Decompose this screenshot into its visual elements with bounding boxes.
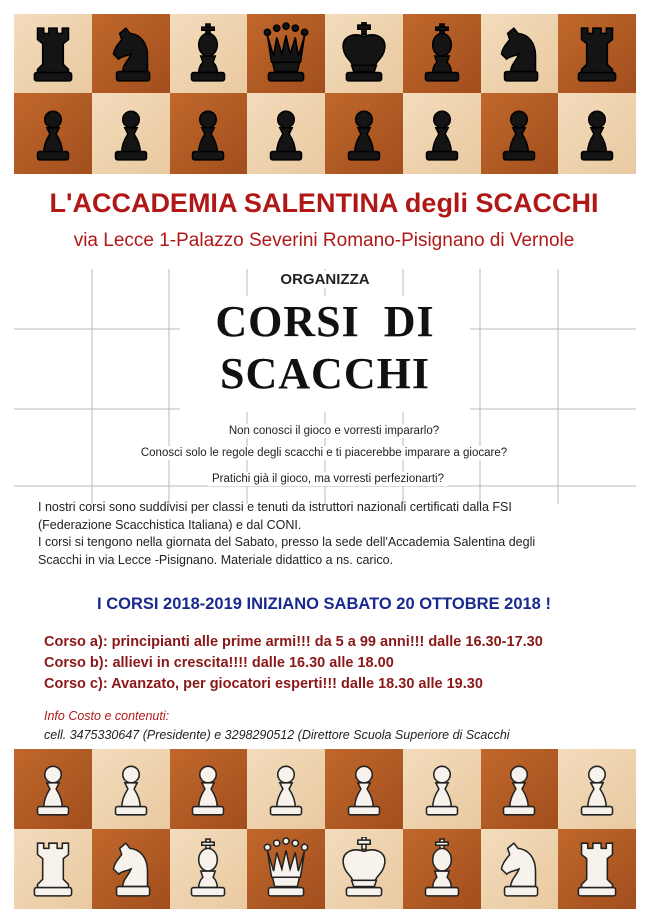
- course-description: [38, 499, 628, 569]
- bishop-icon: [416, 837, 468, 901]
- course-c: Corso c): Avanzato, per giocatori esperti!!! dalle 18.30 alle 19.30: [44, 676, 483, 692]
- course-list: [44, 632, 634, 695]
- organizza-label: ORGANIZZA: [265, 271, 385, 288]
- question-3: [4, 473, 648, 485]
- pawn-icon: [493, 102, 545, 166]
- queen-icon: [260, 837, 312, 901]
- pawn-icon: [182, 102, 234, 166]
- board-square: [92, 829, 170, 909]
- pawn-icon: [493, 757, 545, 821]
- bishop-icon: [182, 22, 234, 86]
- board-square: [92, 93, 170, 174]
- description-line: Scacchi in via Lecce -Pisignano. Materiale didattico a ns. carico.: [38, 552, 394, 567]
- board-square: [558, 14, 636, 93]
- question-2-text: Conosci solo le regole degli scacchi e ti piacerebbe imparare a giocare?: [137, 446, 511, 460]
- bishop-icon: [416, 22, 468, 86]
- course-b: Corso b): allievi in crescita!!!! dalle 16.30 alle 18.00: [44, 655, 394, 671]
- pawn-icon: [27, 102, 79, 166]
- board-square: [481, 829, 559, 909]
- board-square: [170, 14, 248, 93]
- board-square: [247, 749, 325, 829]
- board-square: [403, 93, 481, 174]
- board-square: [403, 749, 481, 829]
- board-square: [403, 829, 481, 909]
- board-square: [558, 749, 636, 829]
- start-date-headline: I CORSI 2018-2019 INIZIANO SABATO 20 OTTOBRE 2018 !: [97, 595, 551, 613]
- rook-icon: [571, 837, 623, 901]
- board-square: [325, 93, 403, 174]
- pawn-icon: [338, 102, 390, 166]
- board-square: [170, 749, 248, 829]
- course-a: Corso a): principianti alle prime armi!!! da 5 a 99 anni!!! dalle 16.30-17.30: [44, 634, 543, 650]
- board-square: [481, 749, 559, 829]
- board-square: [247, 829, 325, 909]
- description-line: I nostri corsi sono suddivisi per classi e tenuti da istruttori nazionali certificati dalla FSI: [38, 500, 512, 514]
- knight-icon: [493, 22, 545, 86]
- board-square: [558, 829, 636, 909]
- board-square: [92, 14, 170, 93]
- question-1-text: Non conosci il gioco e vorresti impararlo?: [225, 424, 443, 438]
- pawn-icon: [571, 102, 623, 166]
- contact-phones: cell. 3475330647 (Presidente) e 3298290512 (Direttore Scuola Superiore di Scacchi: [44, 728, 510, 742]
- board-square: [558, 93, 636, 174]
- king-icon: [338, 22, 390, 86]
- board-square: [247, 93, 325, 174]
- knight-icon: [105, 837, 157, 901]
- contact-info: [44, 707, 634, 745]
- pawn-icon: [416, 757, 468, 821]
- description-line: I corsi si tengono nella giornata del Sabato, presso la sede dell'Accademia Salentina degli: [38, 535, 536, 549]
- question-1: [10, 425, 648, 437]
- academy-address: via Lecce 1-Palazzo Severini Romano-Pisignano di Vernole: [73, 230, 575, 251]
- description-line: (Federazione Scacchistica Italiana) e dal CONI.: [38, 517, 302, 532]
- knight-icon: [493, 837, 545, 901]
- pawn-icon: [338, 757, 390, 821]
- board-square: [247, 14, 325, 93]
- rook-icon: [27, 22, 79, 86]
- bishop-icon: [182, 837, 234, 901]
- question-3-text: Pratichi già il gioco, ma vorresti perfezionarti?: [208, 472, 448, 486]
- rook-icon: [27, 837, 79, 901]
- main-heading: [180, 296, 470, 412]
- board-square: [14, 14, 92, 93]
- pawn-icon: [105, 757, 157, 821]
- pawn-icon: [105, 102, 157, 166]
- board-square: [325, 829, 403, 909]
- board-square: [481, 14, 559, 93]
- top-chessboard: [14, 14, 636, 174]
- board-square: [170, 829, 248, 909]
- question-2: [0, 447, 648, 459]
- king-icon: [338, 837, 390, 901]
- pawn-icon: [260, 757, 312, 821]
- board-square: [14, 829, 92, 909]
- board-square: [481, 93, 559, 174]
- queen-icon: [260, 22, 312, 86]
- pawn-icon: [27, 757, 79, 821]
- board-square: [14, 749, 92, 829]
- contact-heading: Info Costo e contenuti:: [44, 709, 170, 723]
- board-square: [92, 749, 170, 829]
- bottom-chessboard: [14, 749, 636, 909]
- board-square: [325, 749, 403, 829]
- academy-title: L'ACCADEMIA SALENTINA degli SCACCHI: [49, 188, 599, 218]
- board-square: [403, 14, 481, 93]
- board-square: [325, 14, 403, 93]
- rook-icon: [571, 22, 623, 86]
- pawn-icon: [260, 102, 312, 166]
- pawn-icon: [182, 757, 234, 821]
- pawn-icon: [571, 757, 623, 821]
- pawn-icon: [416, 102, 468, 166]
- board-square: [14, 93, 92, 174]
- main-heading-line2: SCACCHI: [220, 349, 430, 398]
- main-heading-line1: CORSI DI: [215, 297, 435, 346]
- knight-icon: [105, 22, 157, 86]
- board-square: [170, 93, 248, 174]
